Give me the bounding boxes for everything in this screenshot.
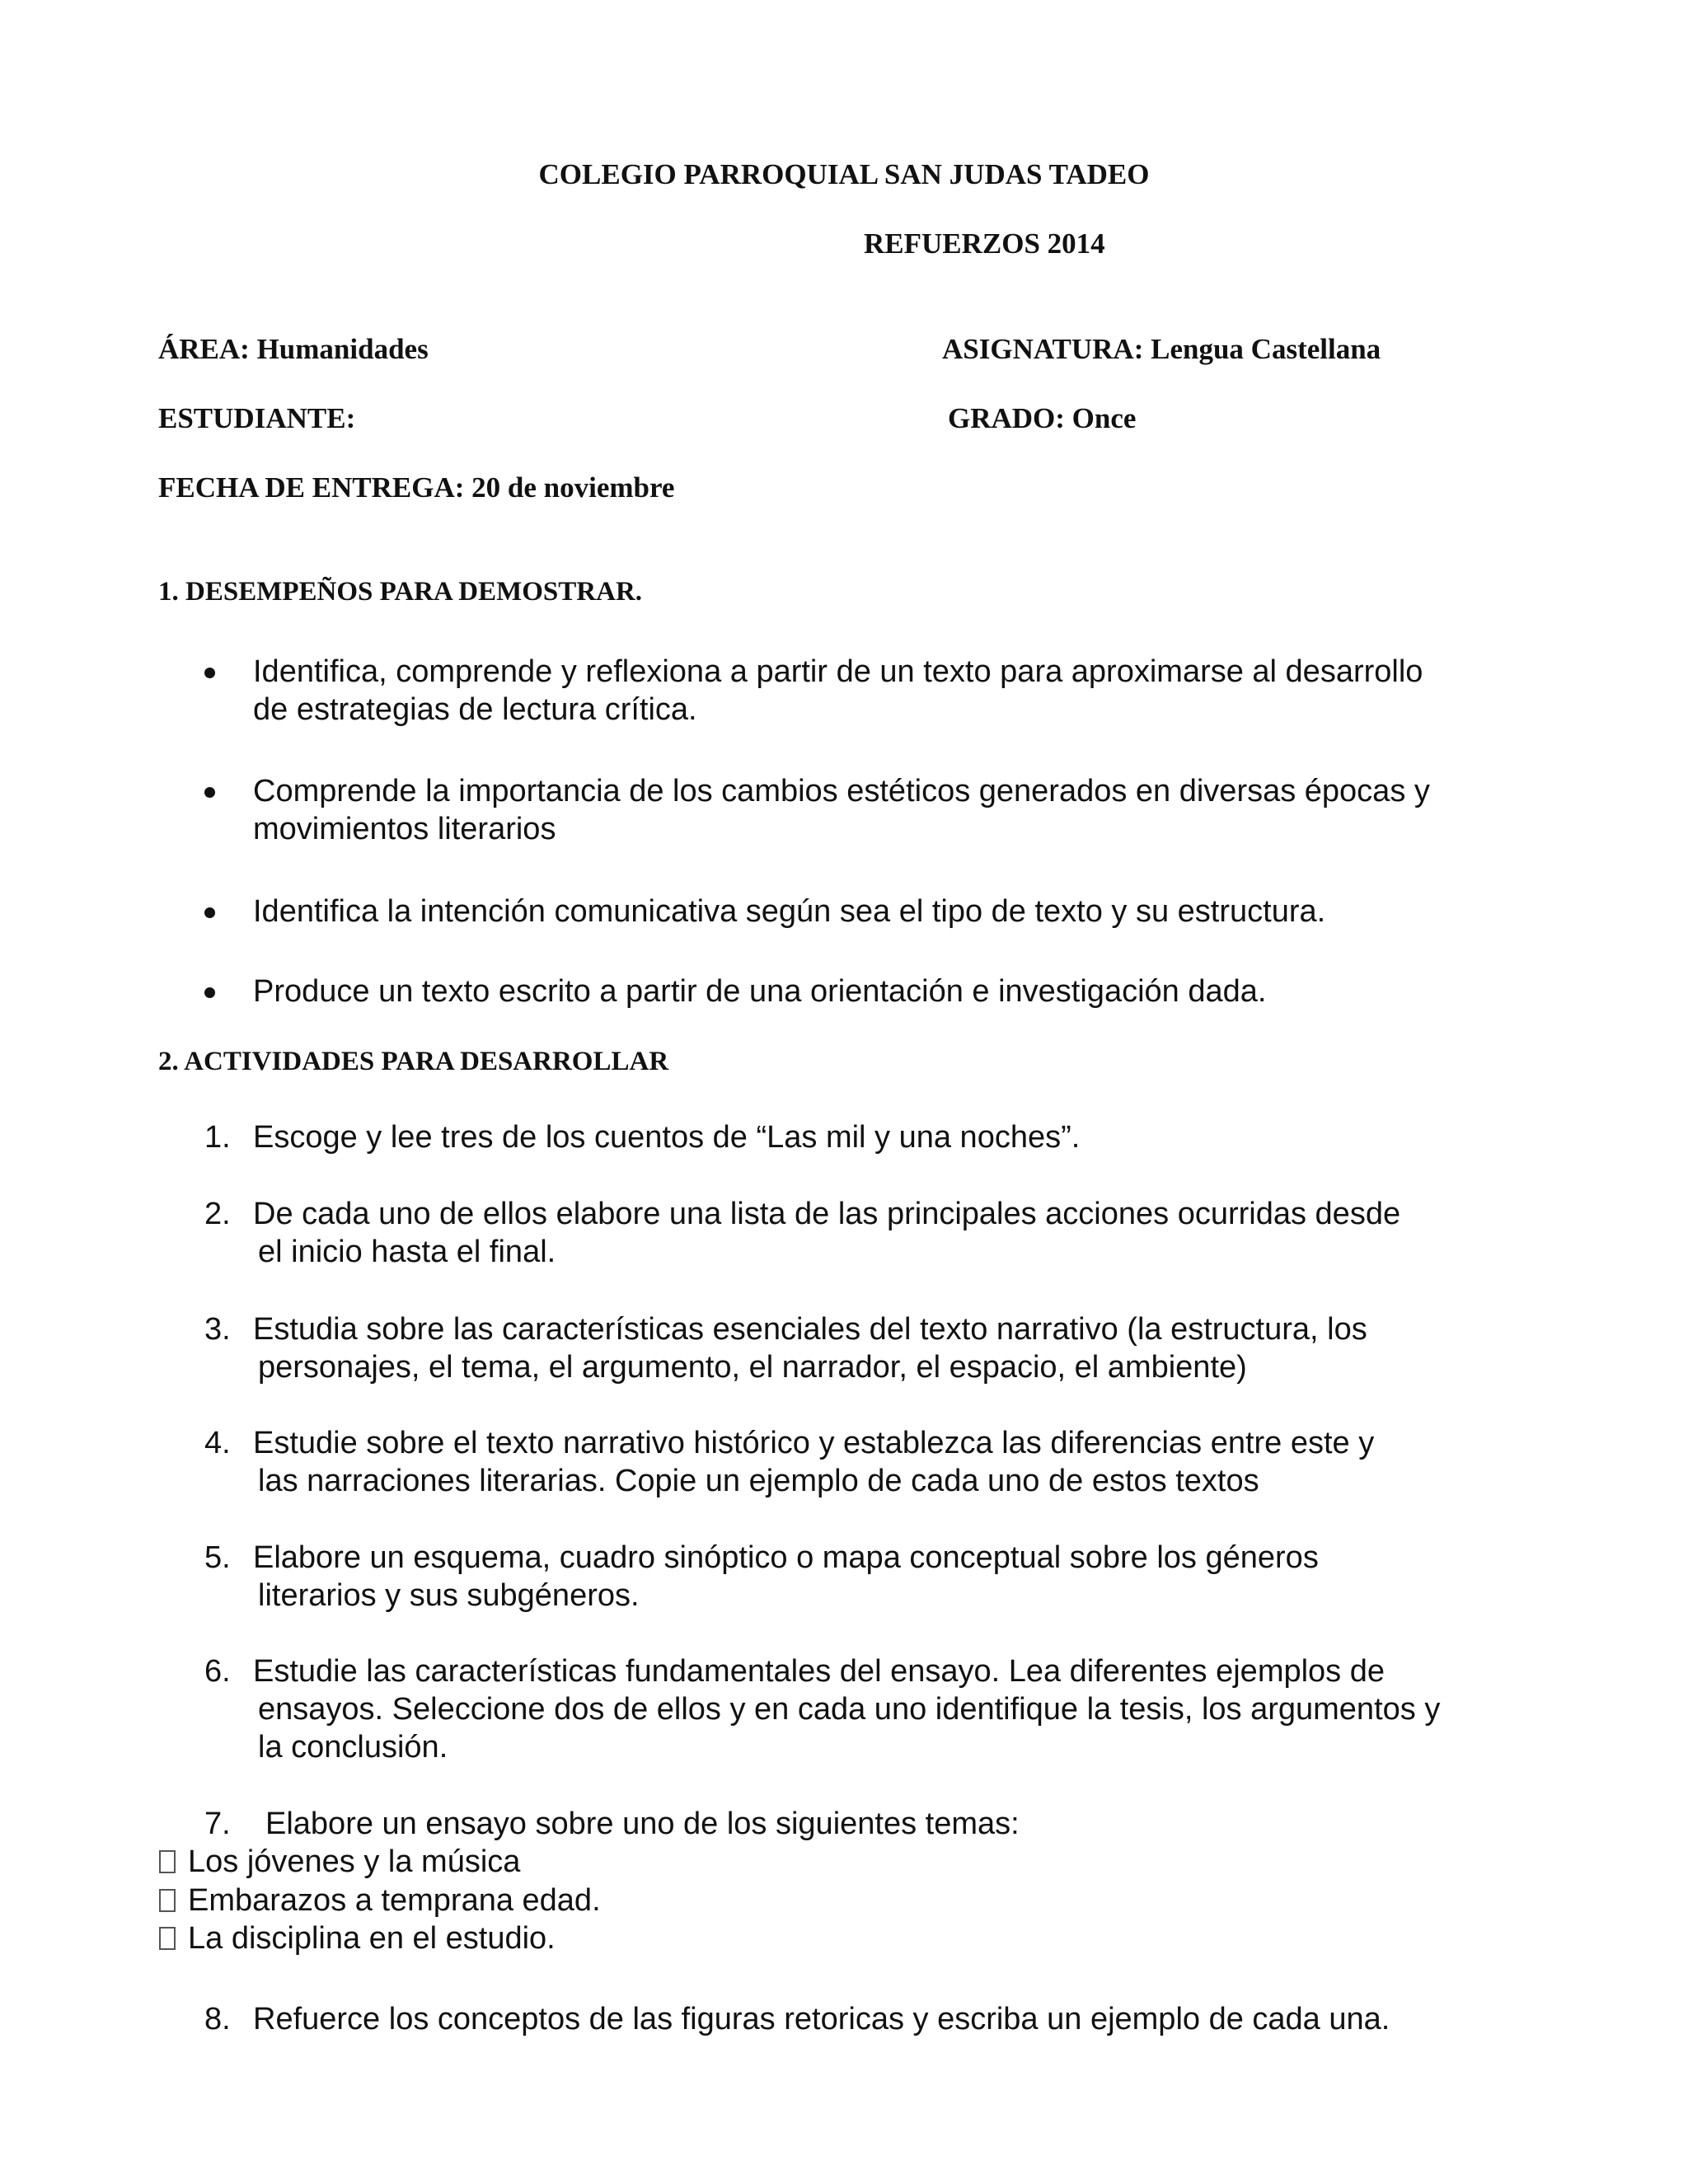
topic-text: Los jóvenes y la música <box>188 1844 521 1879</box>
grado-field: GRADO: Once <box>948 402 1137 434</box>
bullet-icon <box>204 668 215 678</box>
item-text-continued: ensayos. Seleccione dos de ellos y en cada uno identifique la tesis, los argumentos y <box>258 1692 1441 1727</box>
item-number: 4. <box>204 1426 231 1460</box>
bullet-text: Produce un texto escrito a partir de una orientación e investigación dada. <box>253 974 1267 1009</box>
item-text-continued: literarios y sus subgéneros. <box>258 1578 640 1613</box>
bullet-text: Comprende la importancia de los cambios estéticos generados en diversas épocas y <box>253 774 1430 808</box>
item-text: Estudie las características fundamentales del ensayo. Lea diferentes ejemplos de <box>253 1654 1386 1689</box>
topic-text: La disciplina en el estudio. <box>188 1921 556 1956</box>
checkbox-icon <box>159 1850 176 1873</box>
item-text: Estudia sobre las características esenciales del texto narrativo (la estructura, los <box>253 1312 1367 1347</box>
bullet-text-continued: de estrategias de lectura crítica. <box>253 692 697 727</box>
item-number: 2. <box>204 1197 231 1231</box>
checkbox-icon <box>159 1927 176 1950</box>
item-text: Elabore un esquema, cuadro sinóptico o mapa conceptual sobre los géneros <box>253 1540 1319 1575</box>
item-number: 8. <box>204 2002 231 2036</box>
item-text: Elabore un ensayo sobre uno de los siguientes temas: <box>265 1807 1020 1841</box>
bullet-text-continued: movimientos literarios <box>253 812 556 846</box>
item-text-continued: el inicio hasta el final. <box>258 1235 556 1269</box>
item-text-continued: personajes, el tema, el argumento, el narrador, el espacio, el ambiente) <box>258 1350 1247 1385</box>
item-text: Estudie sobre el texto narrativo histórico y establezca las diferencias entre este y <box>253 1426 1375 1460</box>
asignatura-field: ASIGNATURA: Lengua Castellana <box>942 333 1381 365</box>
item-number: 1. <box>204 1120 231 1155</box>
item-number: 6. <box>204 1654 231 1689</box>
bullet-text: Identifica la intención comunicativa según sea el tipo de texto y su estructura. <box>253 894 1326 929</box>
checkbox-icon <box>159 1889 176 1912</box>
item-number: 5. <box>204 1540 231 1575</box>
item-number: 3. <box>204 1312 231 1347</box>
item-text-continued: las narraciones literarias. Copie un ejemplo de cada uno de estos textos <box>258 1464 1259 1498</box>
bullet-icon <box>204 987 215 998</box>
section-2-title: 2. ACTIVIDADES PARA DESARROLLAR <box>158 1047 669 1076</box>
bullet-text: Identifica, comprende y reflexiona a partir de un texto para aproximarse al desarrollo <box>253 654 1423 689</box>
school-name: COLEGIO PARROQUIAL SAN JUDAS TADEO <box>538 158 1150 190</box>
item-text: De cada uno de ellos elabore una lista de las principales acciones ocurridas desde <box>253 1197 1401 1231</box>
bullet-icon <box>204 787 215 798</box>
document-subtitle: REFUERZOS 2014 <box>864 227 1105 260</box>
item-text: Escoge y lee tres de los cuentos de “Las mil y una noches”. <box>253 1120 1081 1155</box>
section-1-title: 1. DESEMPEÑOS PARA DEMOSTRAR. <box>158 577 643 607</box>
estudiante-field: ESTUDIANTE: <box>158 402 356 434</box>
item-number: 7. <box>204 1807 231 1841</box>
bullet-icon <box>204 907 215 918</box>
topic-text: Embarazos a temprana edad. <box>188 1883 601 1918</box>
area-field: ÁREA: Humanidades <box>158 333 429 365</box>
item-text: Refuerce los conceptos de las figuras retoricas y escriba un ejemplo de cada una. <box>253 2002 1390 2036</box>
fecha-entrega-field: FECHA DE ENTREGA: 20 de noviembre <box>158 471 675 504</box>
item-text-continued: la conclusión. <box>258 1730 448 1765</box>
